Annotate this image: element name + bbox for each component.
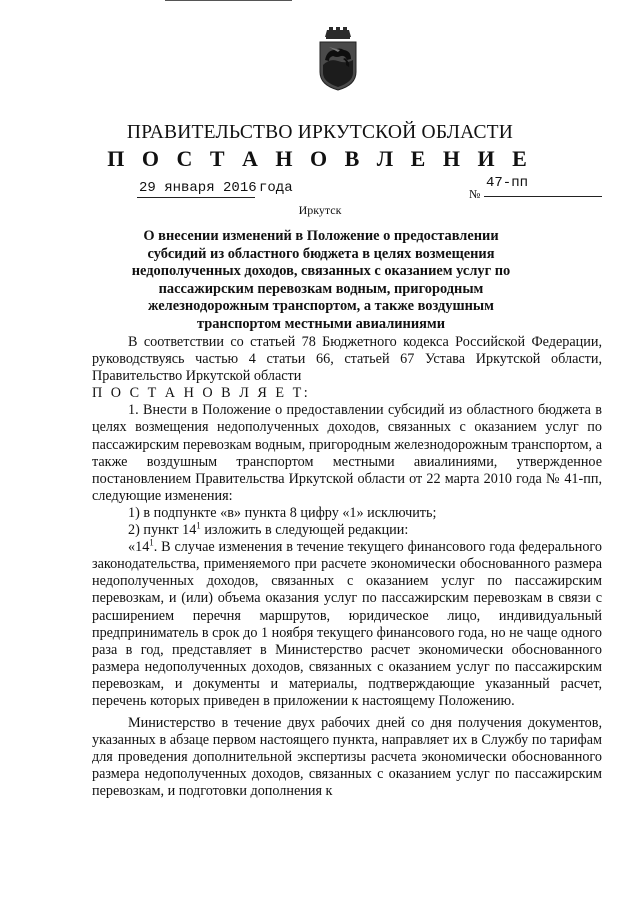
subitem-2-text-end: изложить в следующей редакции: xyxy=(200,522,409,539)
quoted-paragraph xyxy=(92,539,602,710)
subitem-2-paragraph xyxy=(92,522,602,539)
coat-of-arms-emblem xyxy=(318,27,358,91)
document-body xyxy=(92,334,602,801)
number-underline xyxy=(484,196,602,197)
quote-superscript: 1 xyxy=(149,537,154,548)
top-rule xyxy=(165,0,292,1)
preamble-paragraph: В соответствии со статьей 78 Бюджетного кодекса Российской Федерации, руководствуясь частью 4 статьи 66, статьей 67 Устава Иркутской области, Правительство Иркутской области xyxy=(92,334,602,385)
subitem-2-text: 2) пункт 14 xyxy=(128,522,197,539)
document-type: П О С Т А Н О В Л Е Н И Е xyxy=(107,146,533,171)
postanovlyaet-heading: П О С Т А Н О В Л Я Е Т: xyxy=(92,385,311,402)
date-suffix: года xyxy=(259,180,293,196)
document-date: 29 января 2016 xyxy=(139,180,257,196)
quote-number: «14 xyxy=(128,539,150,556)
ministry-paragraph: Министерство в течение двух рабочих дней со дня получения документов, указанных в абзаце первом настоящего пункта, направляет их в Службу по тарифам для проведения дополнительной экспертизы расчета экономически обоснованного размера недополученных доходов, связанных с оказанием услуг по пассажирским перевозкам, и подготовки дополнения к xyxy=(92,715,602,800)
city: Иркутск xyxy=(298,203,342,217)
subitem-1-paragraph: 1) в подпункте «в» пункта 8 цифру «1» исключить; xyxy=(128,504,437,521)
date-underline xyxy=(137,197,255,198)
document-title: О внесении изменений в Положение о предоставлении субсидий из областного бюджета в целях возмещения недополученных доходов, связанных с оказанием услуг по пассажирским перевозкам водным, пригородным железнодорожным транспортом, а также воздушным транспортом местными авиалиниями xyxy=(131,228,511,332)
government-name: ПРАВИТЕЛЬСТВО ИРКУТСКОЙ ОБЛАСТИ xyxy=(126,122,514,143)
document-number: 47-пп xyxy=(486,175,529,191)
quote-text: . В случае изменения в течение текущего финансового года федерального законодательства, применяемого при расчете экономически обоснованного размера недополученных доходов, связанных с оказанием услуг по пассажирским перевозкам, и (или) объема оказания услуг по пассажирским перевозкам в связи с расширением перечня маршрутов, юридическое лицо, индивидуальный предприниматель в срок до 1 ноября текущего финансового года, но не чаще одного раза в год, представляет в Министерство расчет экономически обоснованного размера недополученных доходов, связанных с оказанием услуг по пассажирским перевозкам, и документы и материалы, подтверждающие указанный расчет, перечень которых приведен в приложении к настоящему Положению. xyxy=(92,539,602,709)
number-label: № xyxy=(469,187,481,201)
item-1-paragraph: 1. Внести в Положение о предоставлении субсидий из областного бюджета в целях возмещения недополученных доходов, связанных с оказанием услуг по пассажирским перевозкам водным, пригородным железнодорожным транспортом, а также воздушным транспортом местными авиалиниями, утвержденное постановлением Правительства Иркутской области от 22 марта 2010 года № 41-пп, следующие изменения: xyxy=(92,402,602,504)
subitem-2-superscript: 1 xyxy=(196,520,201,531)
